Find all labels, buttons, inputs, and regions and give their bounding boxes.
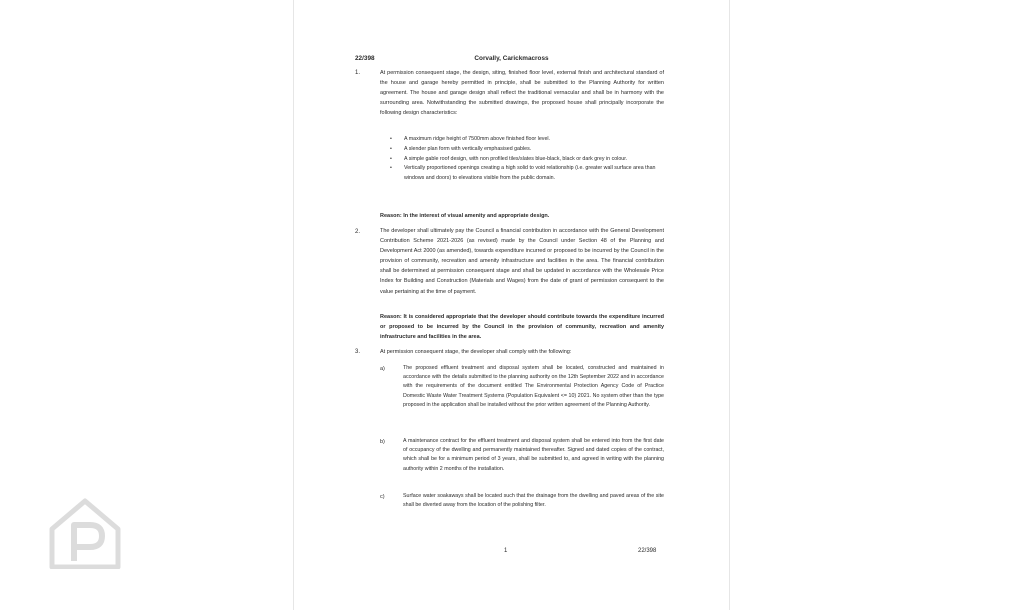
condition-1-text: At permission consequent stage, the design, siting, finished floor level, external finish and architectural standard of the house and garage hereby permitted in principle, shall be submitted to the Planning Authority for written agreement. The house and garage design shall reflect the traditional vernacular and shall be in harmony with the surrounding area. Notwithstanding the submitted drawings, the proposed house shall principally incorporate the following design characteristics: (380, 70, 664, 117)
bullet-item: • Vertically proportioned openings creating a high solid to void relationship (i.e. greater wall surface area than windows and doors) to elevations visible from the public domain. (390, 165, 656, 181)
bullet-icon: • (390, 136, 392, 142)
condition-3a-letter: a) (380, 366, 385, 372)
header-reference: 22/398 (355, 55, 375, 62)
header-title: Corvally, Carickmacross (474, 55, 549, 62)
footer-reference: 22/398 (638, 548, 657, 554)
bullet-icon: • (390, 165, 392, 172)
condition-3b-text: A maintenance contract for the effluent treatment and disposal system shall be entered into from the first date of occupancy of the dwelling and permanently maintained thereafter. Signed and dated copies of the contract, which shall be for a minimum period of 3 years, shall be submitted to, and agreed in writing with the planning authority within 2 months of the installation. (403, 438, 664, 472)
bullet-item: • A simple gable roof design, with non profiled tiles/slates blue-black, black or dark grey in colour. (390, 155, 664, 164)
condition-3-number: 3. (355, 349, 361, 355)
condition-2-number: 2. (355, 229, 361, 235)
footer-page-number: 1 (504, 548, 508, 554)
bullet-icon: • (390, 145, 392, 152)
condition-1-bullets (390, 135, 664, 183)
house-p-logo-icon (48, 495, 122, 569)
condition-3c-letter: c) (380, 494, 385, 500)
condition-1-reason: Reason: In the interest of visual amenity and appropriate design. (380, 213, 550, 219)
bullet-item: • A slender plan form with vertically emphasised gables. (390, 145, 664, 154)
condition-1-number: 1. (355, 70, 361, 76)
page-edge-right (729, 0, 730, 610)
condition-2-reason: Reason: It is considered appropriate that the developer should contribute towards the expenditure incurred or proposed to be incurred by the Council in the provision of community, recreation and amenity infrastructure and facilities in the area. (380, 314, 664, 341)
condition-2-text: The developer shall ultimately pay the Council a financial contribution in accordance with the General Development Contribution Scheme 2021-2026 (as revised) made by the Council under Section 48 of the Planning and Development Act 2000 (as amended), towards expenditure incurred or proposed to be incurred by the Council in the provision of community, recreation and amenity infrastructure and facilities in the area. The financial contribution shall be determined at permission consequent stage and shall be updated in accordance with the Wholesale Price Index for Building and Construction (Materials and Wages) from the date of grant of permission consequent to the value pertaining at the time of payment. (380, 228, 664, 295)
bullet-item: • A maximum ridge height of 7500mm above finished floor level. (390, 135, 664, 144)
condition-3b-letter: b) (380, 439, 385, 445)
condition-3c-text: Surface water soakaways shall be located such that the drainage from the dwelling and paved areas of the site shall be diverted away from the location of the polishing filter. (403, 493, 664, 509)
condition-3a-text: The proposed effluent treatment and disposal system shall be located, constructed and maintained in accordance with the details submitted to the planning authority on the 12th September 2022 and in accordance with the requirements of the document entitled The Environmental Protection Agency Code of Practice Domestic Waste Water Treatment Systems (Population Equivalent <= 10) 2021. No system other than the type proposed in the application shall be installed without the prior written agreement of the Planning Authority. (403, 365, 664, 408)
document-page (294, 0, 729, 610)
condition-3-text: At permission consequent stage, the developer shall comply with the following: (380, 349, 572, 355)
bullet-icon: • (390, 155, 392, 162)
